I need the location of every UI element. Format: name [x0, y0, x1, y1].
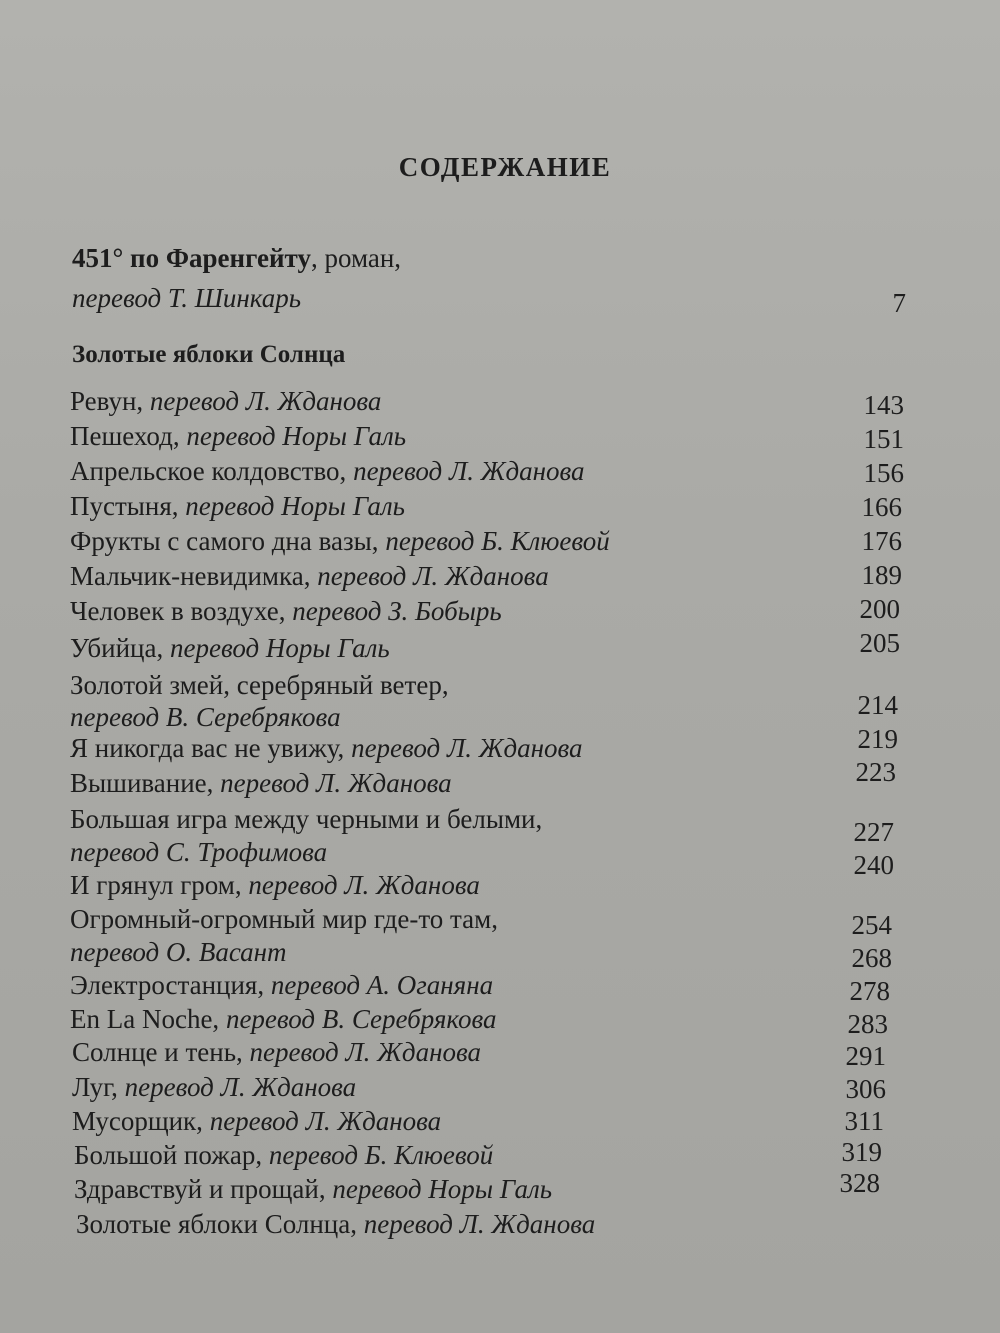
list-item-translator: перевод О. Васант [70, 937, 287, 967]
list-item: Электростанция, перевод А. Оганяна [70, 970, 494, 1000]
novel-translator: перевод Т. Шинкарь [72, 283, 301, 313]
novel-page-number: 7 [892, 288, 906, 318]
list-item: И грянул гром, перевод Л. Жданова [70, 870, 480, 900]
list-item: Мальчик-невидимка, перевод Л. Жданова [70, 561, 549, 591]
page-number: 166 [861, 492, 902, 522]
page-number: 205 [859, 628, 900, 658]
page-number: 240 [853, 850, 894, 880]
section-title: Золотые яблоки Солнца [72, 341, 346, 368]
page-number: 319 [841, 1137, 882, 1167]
list-item: Солнце и тень, перевод Л. Жданова [72, 1037, 482, 1067]
list-item-translator: перевод В. Серебрякова [70, 702, 341, 732]
list-item: Фрукты с самого дна вазы, перевод Б. Клюевой [70, 526, 610, 556]
list-item: Луг, перевод Л. Жданова [72, 1072, 357, 1102]
list-item-translator: перевод С. Трофимова [70, 837, 328, 867]
contents-heading: СОДЕРЖАНИЕ [398, 152, 612, 182]
novel-entry [72, 245, 401, 272]
list-item: Убийца, перевод Норы Галь [70, 633, 390, 663]
list-item: Золотой змей, серебряный ветер, [70, 670, 449, 700]
list-item: Огромный-огромный мир где-то там, [70, 904, 498, 934]
list-item: Апрельское колдовство, перевод Л. Жданова [70, 456, 585, 486]
page-number: 176 [861, 526, 902, 556]
page-number: 306 [845, 1074, 886, 1104]
list-item: Большая игра между черными и белыми, [70, 804, 543, 834]
page-number: 143 [863, 390, 904, 420]
list-item: Ревун, перевод Л. Жданова [70, 386, 382, 416]
page-number: 283 [847, 1009, 888, 1039]
list-item: Человек в воздухе, перевод З. Бобырь [70, 596, 502, 626]
page-number: 219 [857, 724, 898, 754]
list-item: Здравствуй и прощай, перевод Норы Галь [74, 1174, 553, 1204]
list-item: Мусорщик, перевод Л. Жданова [72, 1106, 442, 1136]
page-number: 268 [851, 943, 892, 973]
list-item: Большой пожар, перевод Б. Клюевой [74, 1140, 494, 1170]
page-number: 328 [839, 1168, 880, 1198]
page-number: 214 [857, 690, 898, 720]
page-number: 200 [859, 594, 900, 624]
page-number: 278 [849, 976, 890, 1006]
page-number: 254 [851, 910, 892, 940]
page-number: 311 [844, 1106, 884, 1136]
list-item: En La Noche, перевод В. Серебрякова [70, 1004, 497, 1034]
page-number: 223 [855, 757, 896, 787]
list-item: Пешеход, перевод Норы Галь [70, 421, 407, 451]
novel-title: 451° по Фаренгейту [72, 243, 311, 273]
list-item: Вышивание, перевод Л. Жданова [70, 768, 452, 798]
novel-separator: , роман, [310, 243, 402, 273]
list-item: Пустыня, перевод Норы Галь [70, 491, 405, 521]
page-number: 189 [861, 560, 902, 590]
page-number: 227 [853, 817, 894, 847]
page-number: 291 [845, 1041, 886, 1071]
list-item: Золотые яблоки Солнца, перевод Л. Жданова [76, 1209, 596, 1239]
page-number: 156 [863, 458, 904, 488]
page-number: 151 [863, 424, 904, 454]
list-item: Я никогда вас не увижу, перевод Л. Жданова [70, 733, 583, 763]
